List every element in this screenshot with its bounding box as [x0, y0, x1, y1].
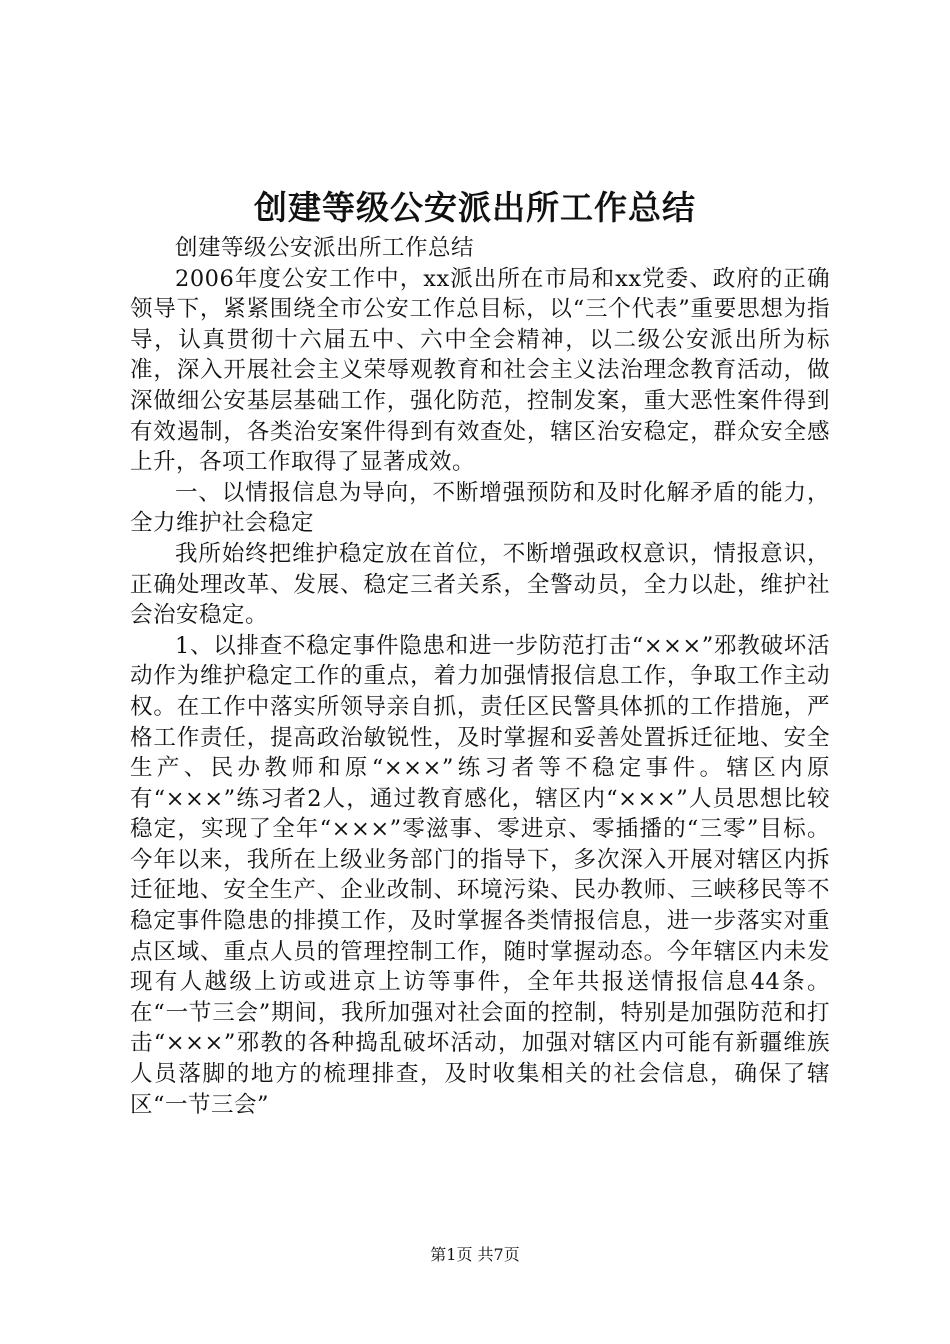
paragraph-section-1-heading: 一、以情报信息为导向，不断增强预防和及时化解矛盾的能力，全力维护社会稳定	[130, 479, 830, 537]
paragraph-section-1-body: 我所始终把维护稳定放在首位，不断增强政权意识，情报意识，正确处理改革、发展、稳定三者关系，全警动员，全力以赴，维护社会治安稳定。	[130, 540, 830, 629]
paragraph-item-1: 1、以排查不稳定事件隐患和进一步防范打击“×××”邪教破坏活动作为维护稳定工作的重点，着力加强情报信息工作，争取工作主动权。在工作中落实所领导亲自抓，责任区民警具体抓的工作措施，严格工作责任，提高政治敏锐性，及时掌握和妥善处置拆迁征地、安全生产、民办教师和原“×××”练习者等不稳定事件。辖区内原有“×××”练习者2人，通过教育感化，辖区内“×××”人员思想比较稳定，实现了全年“×××”零滋事、零进京、零插播的“三零”目标。今年以来，我所在上级业务部门的指导下，多次深入开展对辖区内拆迁征地、安全生产、企业改制、环境污染、民办教师、三峡移民等不稳定事件隐患的排摸工作，及时掌握各类情报信息，进一步落实对重点区域、重点人员的管理控制工作，随时掌握动态。今年辖区内未发现有人越级上访或进京上访等事件，全年共报送情报信息44条。在“一节三会”期间，我所加强对社会面的控制，特别是加强防范和打击“×××”邪教的各种捣乱破坏活动，加强对辖区内可能有新疆维族人员落脚的地方的梳理排查，及时收集相关的社会信息，确保了辖区“一节三会”	[130, 632, 830, 1118]
page-footer: 第1页 共7页	[430, 1245, 520, 1264]
document-title: 创建等级公安派出所工作总结	[254, 188, 696, 227]
document-body	[130, 233, 830, 1120]
paragraph-heading: 创建等级公安派出所工作总结	[175, 235, 475, 261]
paragraph-intro: 2006年度公安工作中，xx派出所在市局和xx党委、政府的正确领导下，紧紧围绕全市公安工作总目标，以“三个代表”重要思想为指导，认真贯彻十六届五中、六中全会精神，以二级公安派出所为标准，深入开展社会主义荣辱观教育和社会主义法治理念教育活动，做深做细公安基层基础工作，强化防范，控制发案，重大恶性案件得到有效遏制，各类治安案件得到有效查处，辖区治安稳定，群众安全感上升，各项工作取得了显著成效。	[130, 265, 830, 476]
